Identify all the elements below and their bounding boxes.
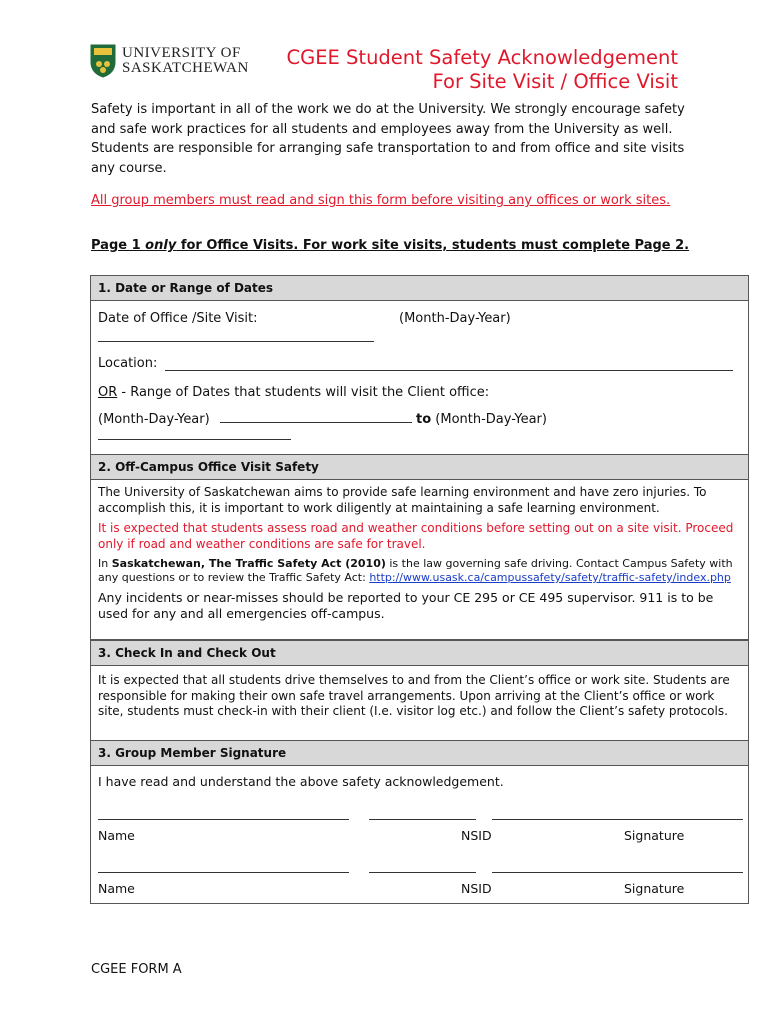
location-field[interactable] [165,356,733,371]
nsid-label-2: NSID [461,881,492,896]
location-label: Location: [98,356,158,371]
acknowledgement-text: I have read and understand the above safety acknowledgement. [98,774,504,789]
signature-field-1[interactable] [492,819,743,820]
or-word: OR [98,385,118,400]
logo-line-2: SASKATCHEWAN [122,60,249,76]
signature-label-2: Signature [624,881,685,896]
university-logo [90,44,249,78]
safety-paragraph-2: It is expected that students assess road and weather conditions before setting out on a site visit. Proceed only if road and weather conditions are safe for travel. [98,521,734,551]
page-note-only: only [145,238,177,253]
nsid-field-2[interactable] [369,872,476,873]
range-to-format: (Month-Day-Year) [435,412,547,427]
safety-paragraph-1: The University of Saskatchewan aims to provide safe learning environment and have zero injuries. To accomplish this, it is important to work diligently at maintaining a safe learning environment. [98,485,707,515]
nsid-label-1: NSID [461,828,492,843]
name-field-1[interactable] [98,819,349,820]
section-check-in-out [90,640,749,741]
traffic-act-pre: In [98,557,112,570]
date-label: Date of Office /Site Visit: [98,311,258,326]
traffic-act-name: Saskatchewan, The Traffic Safety Act (2010) [111,557,386,570]
traffic-act-link[interactable]: http://www.usask.ca/campussafety/safety/traffic-safety/index.php [369,571,731,584]
name-label-2: Name [98,881,135,896]
section-date-range [90,275,749,455]
section-4-header: 3. Group Member Signature [91,741,748,766]
title-line-1: CGEE Student Safety Acknowledgement [286,46,678,69]
section-group-signature [90,740,749,904]
range-fields [98,408,547,429]
safety-paragraph-3 [98,557,741,585]
logo-line-1: UNIVERSITY OF [122,45,241,61]
range-line [98,383,489,402]
name-label-1: Name [98,828,135,843]
intro-paragraph: Safety is important in all of the work we do at the University. We strongly encourage safety and safe work practices for all students and employees away from the University as well. Students are responsible for arranging safe transportation to and from office and site visits any course. [91,102,685,176]
range-from-format: (Month-Day-Year) [98,412,210,427]
traffic-act-text: is the law governing safe driving. Contact Campus Safety with any questions or to review the Traffic Safety Act: [98,557,733,584]
signature-label-1: Signature [624,828,685,843]
range-to-field[interactable] [98,439,291,440]
title-line-2: For Site Visit / Office Visit [432,70,678,93]
safety-paragraph-4: Any incidents or near-misses should be reported to your CE 295 or CE 495 supervisor. 911 is to be used for any and all emergencies off-campus. [98,590,714,621]
section-1-header: 1. Date or Range of Dates [91,276,748,301]
page-note-post: for Office Visits. For work site visits, students must complete Page 2. [176,238,690,253]
range-from-field[interactable] [220,408,412,423]
check-in-paragraph: It is expected that all students drive themselves to and from the Client’s office or work site. Students are responsible for making their own safe travel arrangements. Upon arriving at the Client’s office or work site, students must check-in with their client (I.e. visitor log etc.) and follow the Client’s safety protocols. [98,673,730,718]
nsid-field-1[interactable] [369,819,476,820]
crest-icon [90,44,116,78]
section-office-visit-safety [90,454,749,640]
range-to-word: to [415,412,432,427]
name-field-2[interactable] [98,872,349,873]
date-format-hint: (Month-Day-Year) [399,311,511,326]
section-3-header: 3. Check In and Check Out [91,641,748,666]
range-text: - Range of Dates that students will visit the Client office: [117,385,490,400]
page-note [91,236,691,256]
notice-text: All group members must read and sign this form before visiting any offices or work sites. [91,193,671,208]
date-field[interactable] [98,341,374,342]
page-note-pre: Page 1 [91,238,146,253]
document-title [286,46,678,94]
section-2-header: 2. Off-Campus Office Visit Safety [91,455,748,480]
form-footer: CGEE FORM A [91,962,182,977]
signature-field-2[interactable] [492,872,743,873]
